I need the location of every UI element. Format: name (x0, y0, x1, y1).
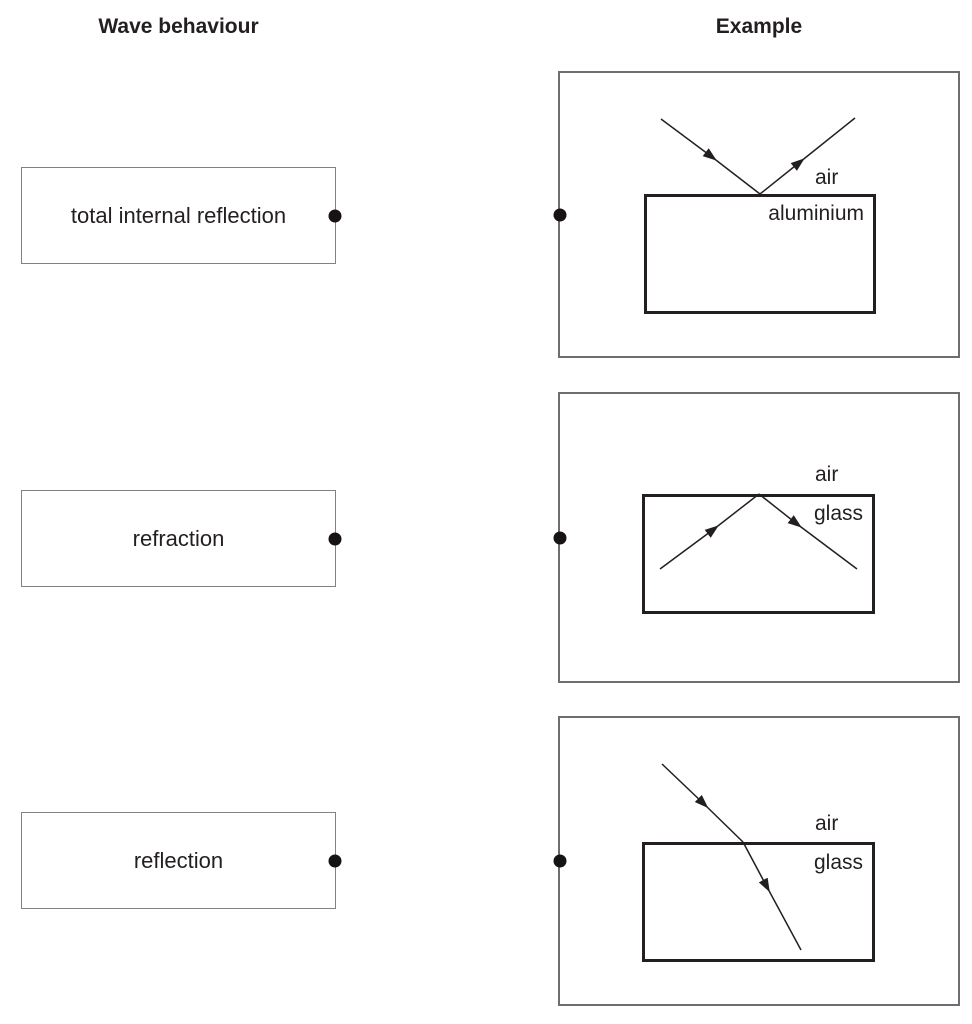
term-label: reflection (133, 847, 224, 873)
medium-label-air: air (815, 812, 839, 835)
incident-ray (662, 764, 743, 842)
medium-label-air: air (815, 166, 839, 189)
term-label: refraction (132, 525, 225, 551)
connector-dot[interactable] (329, 532, 342, 545)
example-header: Example (715, 15, 803, 38)
term-label: total internal reflection (70, 202, 287, 228)
ray-diagram-internal-reflection (560, 394, 958, 681)
medium-label-aluminium: aluminium (768, 202, 864, 225)
ray-diagram-reflection (560, 73, 958, 356)
incident-ray (660, 494, 759, 569)
term-box-reflection[interactable] (21, 812, 336, 909)
medium-label-glass: glass (813, 851, 863, 874)
example-panel-1[interactable] (558, 71, 960, 358)
refracted-ray (743, 842, 801, 950)
connector-dot[interactable] (329, 209, 342, 222)
term-box-refraction[interactable] (21, 490, 336, 587)
connector-dot[interactable] (329, 854, 342, 867)
ray-diagram-refraction (560, 718, 958, 1004)
wave-behaviour-header: Wave behaviour (98, 15, 259, 38)
incident-ray (661, 119, 760, 194)
example-panel-3[interactable] (558, 716, 960, 1006)
medium-label-air: air (815, 463, 839, 486)
reflected-ray (760, 118, 855, 194)
medium-label-glass: glass (813, 502, 863, 525)
term-box-total-internal-reflection[interactable] (21, 167, 336, 264)
example-panel-2[interactable] (558, 392, 960, 683)
